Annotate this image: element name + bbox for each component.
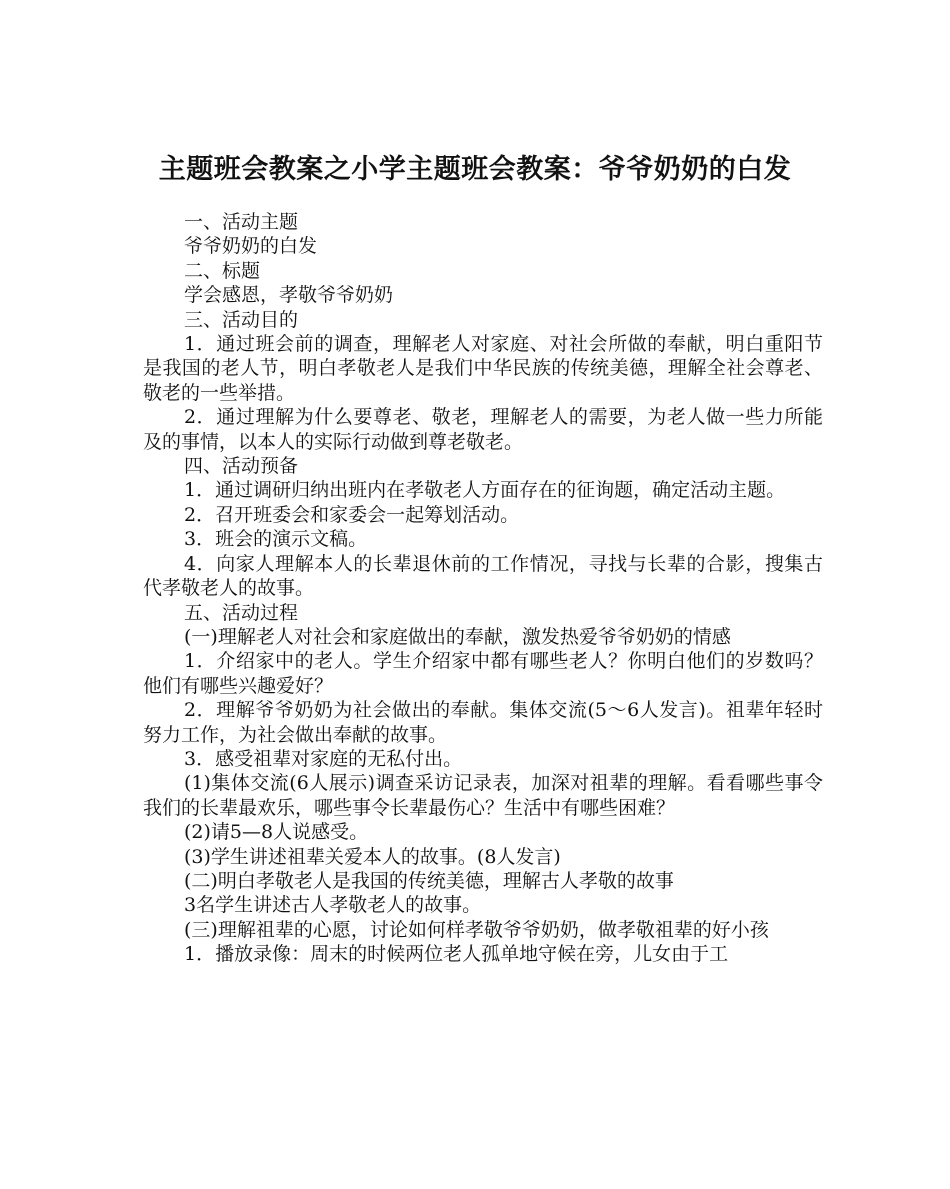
paragraph: (2)请5—8人说感受。 (184, 821, 369, 844)
paragraph: 二、标题 (184, 259, 261, 282)
paragraph: 4．向家人理解本人的长辈退休前的工作情况，寻找与长辈的合影，搜集古代孝敬老人的故事。 (143, 552, 823, 600)
paragraph: 爷爷奶奶的白发 (184, 235, 318, 258)
paragraph: 2．理解爷爷奶奶为社会做出的奉献。集体交流(5～6人发言)。祖辈年轻时努力工作，为社会做出奉献的故事。 (143, 699, 823, 746)
paragraph: (二)明白孝敬老人是我国的传统美德，理解古人孝敬的故事 (184, 869, 674, 892)
paragraph: 1．通过调研归纳出班内在孝敬老人方面存在的征询题，确定活动主题。 (184, 479, 786, 502)
paragraph: 3．感受祖辈对家庭的无私付出。 (184, 747, 463, 770)
document-title: 主题班会教案之小学主题班会教案：爷爷奶奶的白发 (158, 154, 792, 186)
paragraph: 一、活动主题 (184, 211, 299, 233)
paragraph: 1．介绍家中的老人。学生介绍家中都有哪些老人？你明白他们的岁数吗？他们有哪些兴趣爱好？ (143, 650, 823, 697)
paragraph: (一)理解老人对社会和家庭做出的奉献，激发热爱爷爷奶奶的情感 (184, 625, 731, 648)
paragraph: 2．通过理解为什么要尊老、敬老，理解老人的需要，为老人做一些力所能及的事情，以本人的实际行动做到尊老敬老。 (143, 406, 823, 453)
paragraph: (1)集体交流(6人展示)调查采访记录表，加深对祖辈的理解。看看哪些事令我们的长辈最欢乐，哪些事令长辈最伤心？生活中有哪些困难？ (143, 772, 823, 819)
paragraph: 1．通过班会前的调查，理解老人对家庭、对社会所做的奉献，明白重阳节是我国的老人节，明白孝敬老人是我们中华民族的传统美德，理解全社会尊老、敬老的一些举措。 (143, 333, 823, 404)
document-body (143, 210, 823, 967)
paragraph: 五、活动过程 (184, 601, 299, 624)
paragraph: 1．播放录像：周末的时候两位老人孤单地守候在旁，儿女由于工 (184, 943, 729, 966)
paragraph: 三、活动目的 (184, 308, 299, 331)
paragraph: 学会感恩，孝敬爷爷奶奶 (184, 284, 394, 307)
paragraph: (三)理解祖辈的心愿，讨论如何样孝敬爷爷奶奶，做孝敬祖辈的好小孩 (184, 918, 769, 941)
paragraph: 3．班会的演示文稿。 (184, 528, 368, 551)
paragraph: 3名学生讲述古人孝敬老人的故事。 (184, 894, 482, 917)
paragraph: 2．召开班委会和家委会一起筹划活动。 (184, 503, 520, 526)
paragraph: (3)学生讲述祖辈关爱本人的故事。(8人发言) (184, 845, 561, 868)
paragraph: 四、活动预备 (184, 455, 299, 478)
